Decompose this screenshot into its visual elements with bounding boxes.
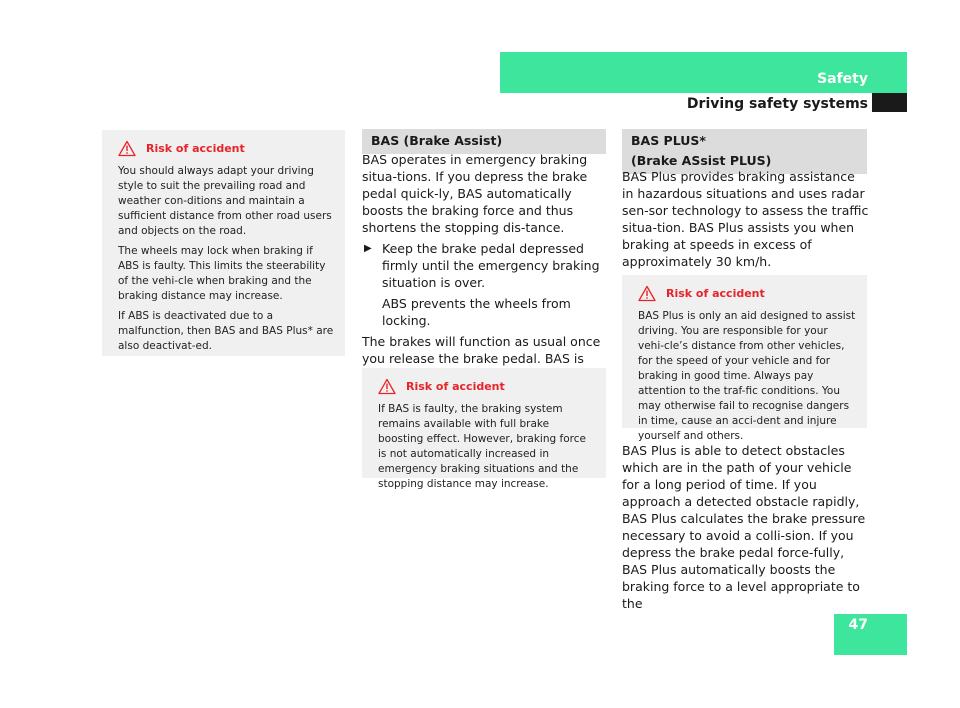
warning-triangle-icon (378, 378, 396, 395)
warning-paragraph: If BAS is faulty, the braking system remains available with full brake boosting effect. However, braking force is not automatically increased in emergency braking situations and the stopping distance may increase. (378, 403, 586, 490)
warning-title: Risk of accident (406, 379, 505, 393)
warning-box-bas-plus (622, 275, 867, 442)
warning-box-abs (102, 130, 345, 356)
bas-plus-detect: BAS Plus is able to detect obstacles which are in the path of your vehicle for a long period of time. If you approach a detected obstacle rapidly, BAS Plus calculates the brake pressure necessary to avoid a colli-sion. If you depress the brake pedal force-fully, BAS Plus automatically boosts the braking force to a level appropriate to the (622, 443, 866, 611)
bas-instruction (362, 240, 610, 291)
bas-heading: BAS (Brake Assist) (362, 129, 606, 154)
warning-paragraph: BAS Plus is only an aid designed to assist driving. You are responsible for your vehi-cle’s distance from other vehicles, for the speed of your vehicle and for braking in good time. Always pay attention to the traf-fic conditions. You may otherwise fail to recognise dangers in time, cause an acci-dent and injure yourself and others. (638, 310, 856, 442)
warning-paragraph: The wheels may lock when braking if ABS is faulty. This limits the steerability of the vehi-cle when braking and the braking distance may increase. (118, 245, 326, 302)
header-marker (872, 93, 907, 112)
warning-header (118, 136, 335, 160)
warning-paragraph: If ABS is deactivated due to a malfunction, then BAS and BAS Plus* are also deactivat-ed. (118, 310, 334, 352)
bas-plus-intro: BAS Plus provides braking assistance in hazardous situations and uses radar sen-sor technology to assess the traffic situa-tion. BAS Plus assists you when braking at speeds in excess of approximately 30 km/h. (622, 169, 869, 269)
bas-release: The brakes will function as usual once you release the brake pedal. BAS is (362, 334, 601, 366)
bas-plus-heading-line: BAS PLUS* (631, 133, 706, 148)
warning-paragraph: You should always adapt your driving style to suit the prevailing road and weather con-ditions and maintain a sufficient distance from other road users and objects on the road. (118, 165, 332, 237)
page-title: Driving safety systems (686, 96, 868, 112)
arrow-right-icon: ▶ (364, 243, 372, 254)
warning-title: Risk of accident (146, 141, 245, 155)
warning-triangle-icon (118, 140, 136, 157)
bas-intro: BAS operates in emergency braking situa-tions. If you depress the brake pedal quick-ly, BAS automatically boosts the braking force and thus shortens the stopping dis-tance. (362, 152, 588, 235)
bas-instruction-text: Keep the brake pedal depressed firmly until the emergency braking situation is over. (382, 241, 600, 290)
section-label: Safety (817, 71, 868, 87)
warning-title: Risk of accident (666, 286, 765, 300)
bas-body (362, 151, 610, 388)
warning-triangle-icon (638, 285, 656, 302)
warning-header (378, 374, 596, 398)
bas-result: ABS prevents the wheels from locking. (382, 296, 571, 328)
bas-plus-heading-line: (Brake ASsist PLUS) (631, 153, 772, 168)
page-number: 47 (848, 617, 868, 633)
warning-header (638, 281, 857, 305)
warning-box-bas (362, 368, 606, 490)
